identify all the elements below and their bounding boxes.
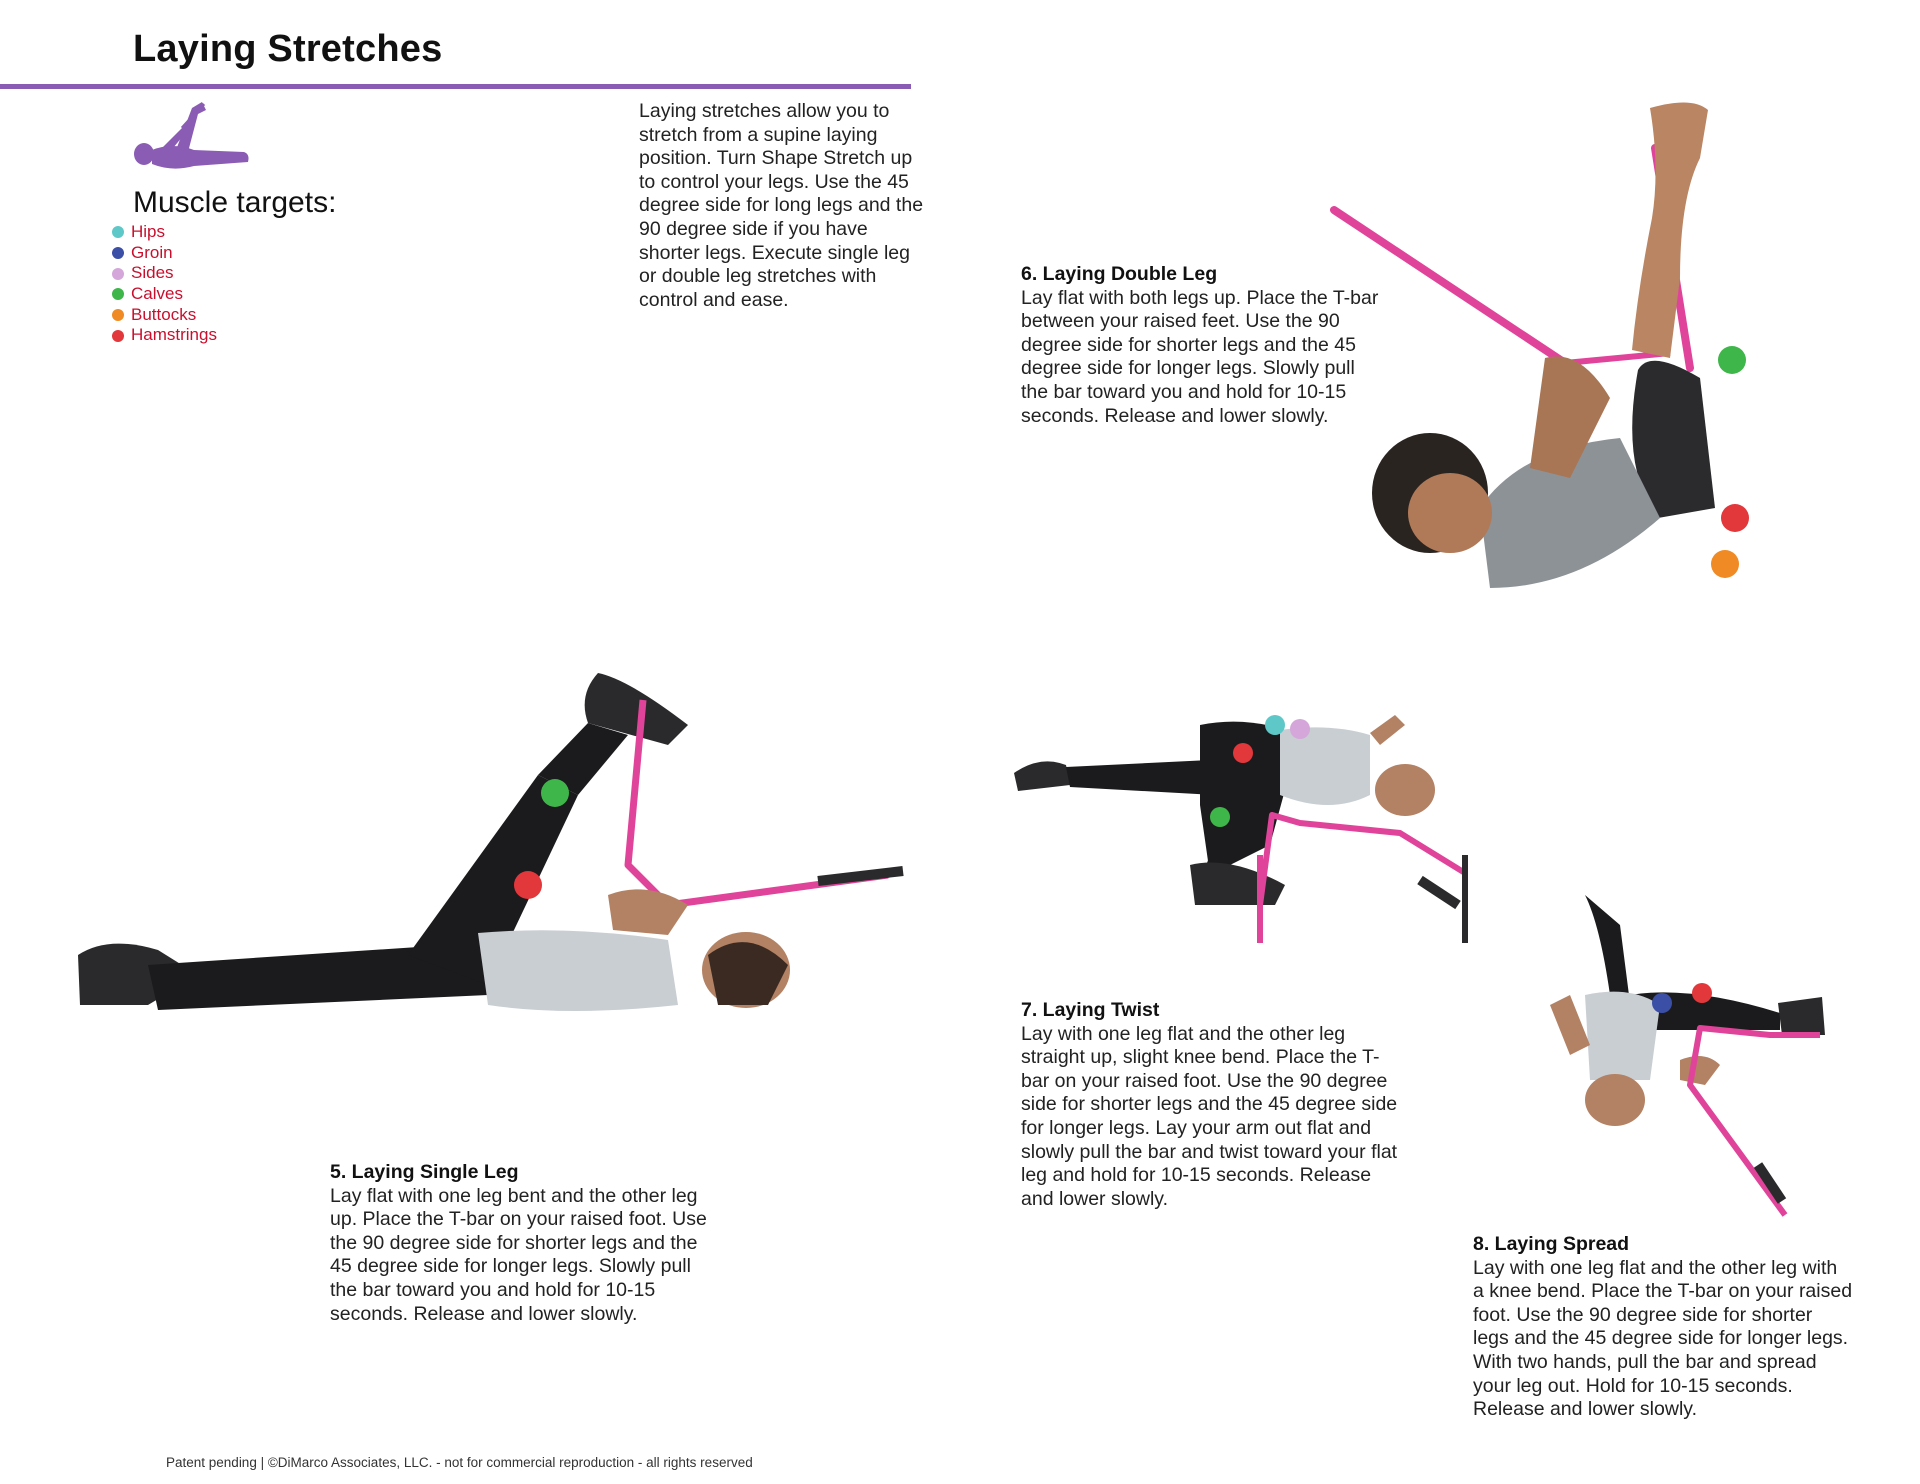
legend-item-buttocks [112,305,217,326]
exercise-title: 7. Laying Twist [1021,999,1160,1021]
title-divider [0,84,911,89]
laying-twist-photo [1010,705,1550,955]
legend-item-groin [112,243,217,264]
legend-item-calves [112,284,217,305]
legend-item-sides [112,263,217,284]
page-title: Laying Stretches [133,28,443,70]
copyright-footer: Patent pending | ©DiMarco Associates, LLC. - not for commercial reproduction - all rights reserved [166,1455,753,1470]
exercise-text: Lay with one leg flat and the other leg with a knee bend. Place the T-bar on your raised foot. Use the 90 degree side for shorter legs and the 45 degree side for longer legs. With two hands, pull the bar and spread your leg out. Hold for 10-15 seconds. Release and lower slowly. [1473,1256,1853,1421]
muscle-targets-legend [112,222,217,346]
legend-item-hips [112,222,217,243]
laying-stretch-silhouette-icon [132,98,252,182]
exercise-text: Lay with one leg flat and the other leg straight up, slight knee bend. Place the T-bar on your raised foot. Use the 90 degree side for shorter legs and the 45 degree side for longer legs. Lay your arm out flat and slowly pull the bar and twist toward your flat leg and hold for 10-15 seconds. Release and lower slowly. [1021,1022,1398,1210]
legend-item-hamstrings [112,325,217,346]
muscle-targets-heading: Muscle targets: [133,186,337,219]
sides-color-dot [112,268,124,280]
legend-label: Hips [131,222,166,241]
legend-label: Buttocks [131,304,197,324]
legend-label: Groin [131,242,173,262]
exercise-title: 6. Laying Double Leg [1021,263,1218,285]
exercise-text: Lay flat with one leg bent and the other leg up. Place the T-bar on your raised foot. Use the 90 degree side for shorter legs and the 45 degree side for longer legs. Slowly pull the bar toward you and hold for 10-15 seconds. Release and lower slowly. [330,1184,707,1325]
intro-paragraph: Laying stretches allow you to stretch from a supine laying position. Turn Shape Stretch up to control your legs. Use the 45 degree side for long legs and the 90 degree side if you have shorter legs. Execute single leg or double leg stretches with control and ease. [639,100,924,311]
exercise-5-description [330,1161,710,1326]
exercise-7-description [1021,999,1401,1211]
legend-label: Hamstrings [131,325,217,345]
legend-label: Sides [131,263,174,283]
groin-color-dot [112,247,124,259]
laying-spread-photo [1530,885,1850,1225]
hips-color-dot [112,226,124,238]
exercise-8-description [1473,1233,1853,1422]
exercise-title: 8. Laying Spread [1473,1233,1630,1255]
calves-color-dot [112,288,124,300]
buttocks-color-dot [112,309,124,321]
laying-single-leg-photo [68,665,918,1050]
laying-double-leg-photo [1320,88,1800,608]
legend-label: Calves [131,284,183,304]
exercise-title: 5. Laying Single Leg [330,1161,519,1183]
hamstrings-color-dot [112,330,124,342]
exercise-text: Lay flat with both legs up. Place the T-bar between your raised feet. Use the 90 degree side for shorter legs and the 45 degree side for longer legs. Slowly pull the bar toward you and hold for 10-15 seconds. Release and lower slowly. [1021,286,1379,427]
